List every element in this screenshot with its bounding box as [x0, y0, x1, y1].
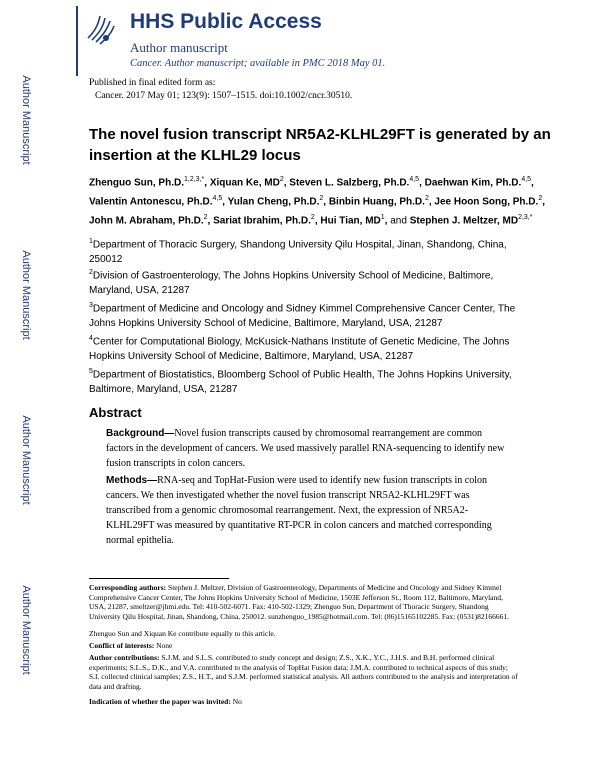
footnote-invited — [89, 697, 519, 707]
hhs-eagle-logo-icon — [84, 8, 118, 48]
background-label: Background— — [106, 428, 175, 439]
author-sup: 4,5 — [521, 176, 532, 183]
methods-text: RNA-seq and TopHat-Fusion were used to identify new fusion transcripts in colon cancers. We then investigated whether the novel fusion transcript NR5A2-KLHL29FT was transcribed from a genomic chromosomal rearrangement. Next, the expression of NR5A2-KLHL29FT was measured by quantitative RT-PCR in colon cancers and matched corresponding normal epithelia. — [106, 475, 492, 546]
author: Steven L. Salzberg, Ph.D. — [289, 177, 410, 189]
affiliation-num: 1 — [89, 238, 93, 245]
affiliation — [89, 298, 529, 331]
header-citation-text: Cancer. Author manuscript; available in PMC 2018 May 01. — [130, 58, 386, 69]
author-and: and — [390, 214, 407, 226]
affiliation — [89, 234, 529, 267]
author-sup: 2,3,* — [518, 213, 533, 221]
affiliation-text: Division of Gastroenterology, The Johns Hopkins University School of Medicine, Baltimore, Maryland, USA, 21287 — [89, 270, 494, 297]
sidebar-label-2: Author Manuscript — [20, 250, 32, 340]
author: Daehwan Kim, Ph.D. — [424, 177, 522, 189]
footnote-equal: Zhenguo Sun and Xiquan Ke contribute equally to this article. — [89, 629, 276, 638]
coi-text: None — [156, 641, 173, 650]
author-list: Zhenguo Sun, Ph.D.$^{1,2,3,*}$, Xiquan Ke, $MD^2$, Steven L. Salzberg, Ph.D.$^{4,5}$, Daehwan Kim, Ph.D.$^{4,5}$, Valentin Antonescu, Ph.D.$^{4,5}$, Yulan Cheng, Ph.D.$^2$, Binbin Huang, Ph.D.$^2$, Jee Hoon Song, Ph.D.$^2$, John M. Abraham, Ph.D.$^2$, Sariat Ibrahim, Ph.D.$^2$, Hui Tian, $MD^1$, and Stephen J. Meltzer, $MD^{2,3,*}$ — [89, 176, 545, 226]
invited-label: Indication of whether the paper was invited: — [89, 697, 231, 706]
affiliation-text: Department of Thoracic Surgery, Shandong University Qilu Hospital, Jinan, Shandong, China, 250012 — [89, 239, 507, 266]
background-text: Novel fusion transcripts caused by chromosomal rearrangement are common factors in the development of cancers. We used massively parallel RNA-sequencing to identify new fusion transcripts in colon cancers. — [106, 428, 505, 469]
affiliation-num: 5 — [89, 368, 93, 375]
abstract-heading: Abstract — [89, 405, 142, 420]
author: John M. Abraham, Ph.D. — [89, 214, 204, 226]
author-sup: 1 — [380, 213, 385, 221]
author: Valentin Antonescu, Ph.D. — [89, 196, 213, 208]
footnote-coi — [89, 641, 519, 651]
article-title: The novel fusion transcript NR5A2-KLHL29FT is generated by an insertion at the KLHL29 locus — [89, 126, 551, 164]
author: Hui Tian, MD — [320, 214, 381, 226]
footnote-corresponding — [89, 583, 519, 621]
sidebar-label-4: Author Manuscript — [20, 585, 32, 675]
affiliation-num: 3 — [89, 302, 93, 309]
corr-label: Corresponding authors: — [89, 583, 167, 592]
coi-label: Conflict of interests: — [89, 641, 155, 650]
author: Sariat Ibrahim, Ph.D. — [213, 214, 311, 226]
author-sup: 2 — [203, 213, 208, 221]
author-sup: 2 — [310, 213, 315, 221]
author: Jee Hoon Song, Ph.D. — [434, 196, 539, 208]
author-sup: 4,5 — [212, 194, 223, 202]
affiliation — [89, 331, 529, 364]
header-citation — [130, 58, 385, 69]
affiliation — [89, 265, 529, 298]
author-sup: 2 — [424, 194, 429, 202]
author-sup: 2 — [319, 194, 324, 202]
author: Binbin Huang, Ph.D. — [328, 196, 425, 208]
affiliation-num: 2 — [89, 269, 93, 276]
author-sup: 2 — [279, 176, 284, 183]
contrib-label: Author contributions: — [89, 653, 160, 662]
affiliation-num: 4 — [89, 335, 93, 342]
sidebar-label-1: Author Manuscript — [20, 75, 32, 165]
author-sup: 2 — [538, 194, 543, 202]
affiliation-text: Center for Computational Biology, McKusick-Nathans Institute of Genetic Medicine, The Johns Hopkins University School of Medicine, Baltimore, Maryland, USA, 21287 — [89, 336, 510, 363]
footnote-contributions — [89, 653, 519, 691]
affiliation — [89, 364, 529, 397]
author: Xiquan Ke, MD — [209, 177, 280, 189]
published-line-2: Cancer. 2017 May 01; 123(9): 1507–1515. doi:10.1002/cncr.30510. — [95, 91, 353, 101]
header-subtitle: Author manuscript — [130, 40, 228, 55]
author: Stephen J. Meltzer, MD — [409, 214, 519, 226]
author-sup: 1,2,3,* — [184, 176, 205, 183]
author: Yulan Cheng, Ph.D. — [227, 196, 320, 208]
abstract-background — [106, 426, 506, 471]
author-sup: 4,5 — [409, 176, 420, 183]
sidebar-label-3: Author Manuscript — [20, 415, 32, 505]
published-line-1: Published in final edited form as: — [89, 78, 216, 88]
abstract-methods — [106, 473, 506, 548]
invited-text: No — [232, 697, 242, 706]
author: Zhenguo Sun, Ph.D. — [89, 177, 184, 189]
footnote-rule — [89, 578, 229, 579]
corr-text: Stephen J. Meltzer, Division of Gastroenterology, Departments of Medicine and Oncology and Sidney Kimmel Comprehensive Cancer Center, The Johns Hopkins University School of Medicine, 1503E Jefferson St., Room 112, Baltimore, Maryland, USA, 21287, smeltzer@jhmi.edu. Tel: 410-502-6071. Fax: 410-502-1329; Zhenguo Sun, Department of Thoracic Surgery, Shandong University Qilu Hospital, Jinan, Shandong, China, 250012. sunzhenguo_1985@hotmail.com. Tel: (86)15165102285. Fax: (0531)82166661. — [89, 583, 509, 621]
affiliation-text: Department of Biostatistics, Bloomberg School of Public Health, The Johns Hopkins University, Baltimore, Maryland, USA, 21287 — [89, 369, 512, 396]
methods-label: Methods— — [106, 475, 158, 486]
header-title: HHS Public Access — [130, 10, 322, 33]
contrib-text: S.J.M. and S.L.S. contributed to study concept and design; Z.S., X.K., Y.C., J.H.S. and B.H. performed clinical experiments; S.L.S., D.K., and V.A. contributed to the analysis of TopHat Fusion data; J.M.A. contributed to technical aspects of this study; S.I. collected clinical samples; Z.S., H.T., and S.J.M. performed statistical analysis. All authors contributed to the analysis and interpretation of data and drafting. — [89, 653, 518, 691]
affiliation-text: Department of Medicine and Oncology and Sidney Kimmel Comprehensive Cancer Center, The Johns Hopkins University School of Medicine, Baltimore, Maryland, USA, 21287 — [89, 303, 516, 330]
header-divider — [76, 6, 78, 76]
